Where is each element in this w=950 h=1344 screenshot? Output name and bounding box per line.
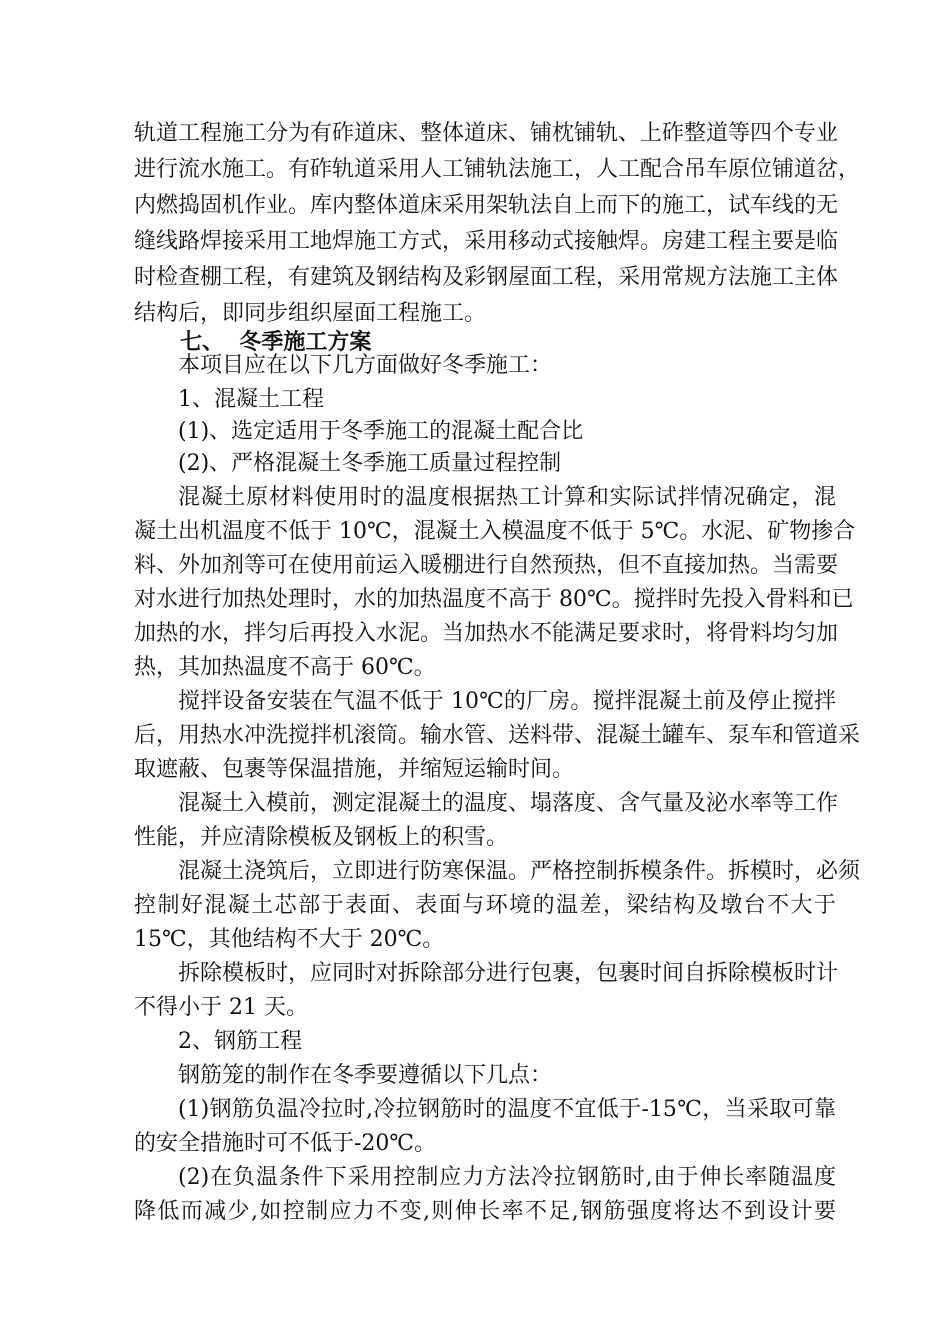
intro-line-5: 时检查棚工程，有建筑及钢结构及彩钢屋面工程，采用常规方法施工主体 — [134, 265, 839, 290]
concrete-p3-line-1: 混凝土入模前，测定混凝土的温度、塌落度、含气量及泌水率等工作 — [178, 791, 839, 816]
item1-sub2: (2)、严格混凝土冬季施工质量过程控制 — [178, 451, 562, 476]
steel-p2-line-2: 降低而减少,如控制应力不变,则伸长率不足,钢筋强度将达不到设计要 — [134, 1199, 836, 1224]
concrete-p4-line-3: 15℃，其他结构不大于 20℃。 — [134, 927, 445, 952]
intro-line-4: 缝线路焊接采用工地焊施工方式，采用移动式接触焊。房建工程主要是临 — [134, 229, 839, 254]
concrete-p2-line-1: 搅拌设备安装在气温不低于 10℃的厂房。搅拌混凝土前及停止搅拌 — [178, 689, 836, 714]
concrete-p1-line-1: 混凝土原材料使用时的温度根据热工计算和实际试拌情况确定，混 — [178, 485, 836, 510]
concrete-p3-line-2: 性能，并应清除模板及钢板上的积雪。 — [134, 825, 509, 850]
intro-line-2: 进行流水施工。有砟轨道采用人工铺轨法施工，人工配合吊车原位铺道岔， — [134, 157, 861, 182]
concrete-p2-line-3: 取遮蔽、包裹等保温措施，并缩短运输时间。 — [134, 757, 575, 782]
steel-p2-line-1: (2)在负温条件下采用控制应力方法冷拉钢筋时,由于伸长率随温度 — [178, 1165, 836, 1190]
item1-sub1: (1)、选定适用于冬季施工的混凝土配合比 — [178, 419, 584, 444]
concrete-p4-line-2: 控制好混凝土芯部于表面、表面与环境的温差，梁结构及墩台不大于 — [134, 893, 836, 918]
section-heading: 七、 冬季施工方案 — [180, 329, 372, 355]
concrete-p5-line-2: 不得小于 21 天。 — [134, 995, 308, 1020]
item2-title: 2、钢筋工程 — [178, 1029, 302, 1054]
concrete-p1-line-2: 凝土出机温度不低于 10℃，混凝土入模温度不低于 5℃。水泥、矿物掺合 — [134, 519, 856, 544]
concrete-p4-line-1: 混凝土浇筑后，立即进行防寒保温。严格控制拆模条件。拆模时，必须 — [178, 859, 861, 884]
intro-line-1: 轨道工程施工分为有砟道床、整体道床、铺枕铺轨、上砟整道等四个专业 — [134, 121, 839, 146]
item1-title: 1、混凝土工程 — [178, 387, 324, 412]
steel-p1-line-1: (1)钢筋负温冷拉时,冷拉钢筋时的温度不宜低于-15℃，当采取可靠 — [178, 1097, 836, 1122]
intro-line-6: 结构后，即同步组织屋面工程施工。 — [134, 301, 487, 326]
intro-line-3: 内燃捣固机作业。库内整体道床采用架轨法自上而下的施工，试车线的无 — [134, 193, 839, 218]
steel-p1-line-2: 的安全措施时可不低于-20℃。 — [134, 1131, 437, 1156]
concrete-p1-line-3: 料、外加剂等可在使用前运入暖棚进行自然预热，但不直接加热。当需要 — [134, 553, 839, 578]
concrete-p1-line-4: 对水进行加热处理时，水的加热温度不高于 80℃。搅拌时先投入骨料和已 — [134, 587, 854, 612]
item2-intro: 钢筋笼的制作在冬季要遵循以下几点： — [178, 1063, 553, 1088]
concrete-p2-line-2: 后，用热水冲洗搅拌机滚筒。输水管、送料带、混凝土罐车、泵车和管道采 — [134, 723, 861, 748]
concrete-p5-line-1: 拆除模板时，应同时对拆除部分进行包裹，包裹时间自拆除模板时计 — [178, 961, 839, 986]
concrete-p1-line-6: 热，其加热温度不高于 60℃。 — [134, 655, 436, 680]
section-intro: 本项目应在以下几方面做好冬季施工： — [178, 353, 553, 378]
concrete-p1-line-5: 加热的水，拌匀后再投入水泥。当加热水不能满足要求时，将骨料均匀加 — [134, 621, 839, 646]
